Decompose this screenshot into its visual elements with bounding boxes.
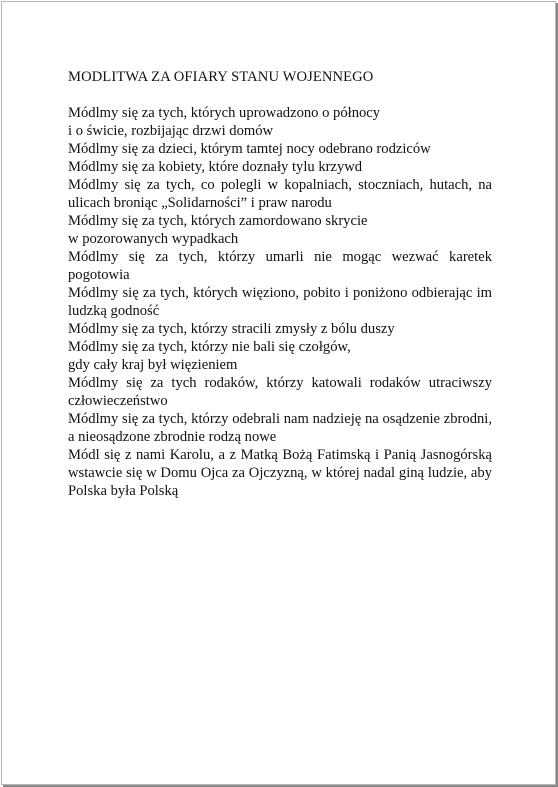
prayer-paragraph-3: [68, 158, 492, 176]
prayer-paragraph-10: Módlmy się za tych rodaków, którzy katowali rodaków utraciwszy człowieczeństwo: [68, 375, 492, 409]
document-page: [1, 1, 556, 785]
prayer-paragraph-12: Módl się z nami Karolu, a z Matką Bożą Fatimską i Panią Jasnogórską wstawcie się w Domu Ojca za Ojczyzną, w której nadal giną ludzie, aby Polska była Polską: [68, 447, 492, 499]
prayer-paragraph-9: [68, 338, 492, 374]
prayer-paragraph-4: Módlmy się za tych, co polegli w kopalniach, stoczniach, hutach, na ulicach broniąc „Solidarności” i praw narodu: [68, 177, 492, 211]
prayer-line: Módlmy się za tych, którzy nie bali się czołgów,: [68, 339, 351, 355]
prayer-paragraph-6: Módlmy się za tych, którzy umarli nie mogąc wezwać karetek pogotowia: [68, 249, 492, 283]
prayer-line: gdy cały kraj był więzieniem: [68, 357, 238, 373]
prayer-paragraph-8: [68, 320, 492, 338]
prayer-line: Módlmy się za kobiety, które doznały tylu krzywd: [68, 159, 363, 175]
prayer-paragraph-5: [68, 212, 492, 248]
document-body: [68, 68, 492, 500]
prayer-line: i o świcie, rozbijając drzwi domów: [68, 123, 274, 139]
prayer-line: Módlmy się za dzieci, którym tamtej nocy odebrano rodziców: [68, 141, 431, 157]
prayer-paragraph-11: Módlmy się za tych, którzy odebrali nam nadzieję na osądzenie zbrodni, a nieosądzone zbrodnie rodzą nowe: [68, 411, 492, 445]
prayer-line: w pozorowanych wypadkach: [68, 231, 239, 247]
prayer-paragraph-1: [68, 104, 492, 140]
document-title: MODLITWA ZA OFIARY STANU WOJENNEGO: [68, 69, 374, 85]
prayer-line: Módlmy się za tych, którzy stracili zmysły z bólu duszy: [68, 321, 395, 337]
prayer-line: Módlmy się za tych, których uprowadzono o północy: [68, 105, 381, 121]
prayer-line: Módlmy się za tych, których zamordowano skrycie: [68, 213, 368, 229]
prayer-paragraph-7: Módlmy się za tych, których więziono, pobito i poniżono odbierając im ludzką godność: [68, 285, 492, 319]
prayer-paragraph-2: [68, 140, 492, 158]
